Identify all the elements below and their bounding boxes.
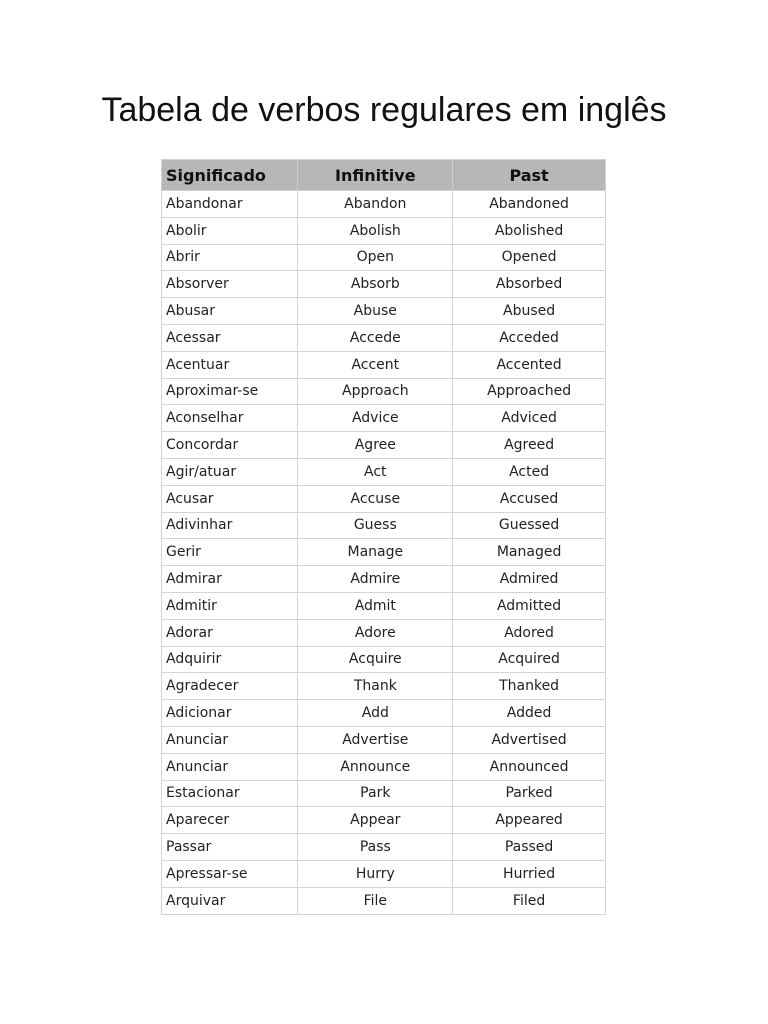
cell-infinitive: Absorb	[298, 271, 453, 298]
cell-significado: Aconselhar	[162, 405, 298, 432]
cell-past: Parked	[453, 780, 606, 807]
cell-infinitive: Adore	[298, 619, 453, 646]
cell-infinitive: Abolish	[298, 217, 453, 244]
cell-infinitive: Open	[298, 244, 453, 271]
cell-past: Managed	[453, 539, 606, 566]
cell-significado: Adivinhar	[162, 512, 298, 539]
table-row	[162, 646, 606, 673]
cell-past: Accused	[453, 485, 606, 512]
table-row	[162, 700, 606, 727]
cell-significado: Estacionar	[162, 780, 298, 807]
cell-infinitive: Accent	[298, 351, 453, 378]
cell-infinitive: Agree	[298, 432, 453, 459]
cell-significado: Concordar	[162, 432, 298, 459]
cell-significado: Passar	[162, 834, 298, 861]
table-row	[162, 217, 606, 244]
cell-past: Added	[453, 700, 606, 727]
column-header-past: Past	[453, 160, 606, 191]
cell-past: Accented	[453, 351, 606, 378]
cell-infinitive: Approach	[298, 378, 453, 405]
cell-past: Passed	[453, 834, 606, 861]
cell-past: Guessed	[453, 512, 606, 539]
cell-past: Thanked	[453, 673, 606, 700]
cell-significado: Anunciar	[162, 753, 298, 780]
cell-infinitive: Appear	[298, 807, 453, 834]
cell-past: Acceded	[453, 324, 606, 351]
cell-past: Admired	[453, 566, 606, 593]
table-row	[162, 458, 606, 485]
cell-significado: Aparecer	[162, 807, 298, 834]
cell-significado: Arquivar	[162, 887, 298, 914]
cell-significado: Abolir	[162, 217, 298, 244]
cell-significado: Anunciar	[162, 726, 298, 753]
cell-infinitive: Pass	[298, 834, 453, 861]
cell-infinitive: Hurry	[298, 860, 453, 887]
cell-infinitive: Act	[298, 458, 453, 485]
cell-significado: Acusar	[162, 485, 298, 512]
cell-infinitive: Admit	[298, 592, 453, 619]
cell-significado: Apressar-se	[162, 860, 298, 887]
table-row	[162, 860, 606, 887]
cell-significado: Adorar	[162, 619, 298, 646]
table-header-row	[162, 160, 606, 191]
table-row	[162, 780, 606, 807]
cell-infinitive: Advertise	[298, 726, 453, 753]
cell-past: Hurried	[453, 860, 606, 887]
cell-infinitive: Park	[298, 780, 453, 807]
table-row	[162, 405, 606, 432]
table-row	[162, 539, 606, 566]
cell-past: Appeared	[453, 807, 606, 834]
cell-infinitive: Accede	[298, 324, 453, 351]
cell-significado: Abusar	[162, 298, 298, 325]
cell-significado: Agradecer	[162, 673, 298, 700]
cell-significado: Adquirir	[162, 646, 298, 673]
table-row	[162, 432, 606, 459]
column-header-infinitive: Infinitive	[298, 160, 453, 191]
cell-significado: Gerir	[162, 539, 298, 566]
cell-infinitive: Announce	[298, 753, 453, 780]
cell-infinitive: Advice	[298, 405, 453, 432]
cell-significado: Acentuar	[162, 351, 298, 378]
table-row	[162, 512, 606, 539]
cell-significado: Abandonar	[162, 191, 298, 218]
verb-table	[161, 159, 606, 915]
table-row	[162, 324, 606, 351]
cell-past: Adored	[453, 619, 606, 646]
table-row	[162, 378, 606, 405]
table-row	[162, 298, 606, 325]
cell-infinitive: Add	[298, 700, 453, 727]
cell-past: Admitted	[453, 592, 606, 619]
cell-significado: Admirar	[162, 566, 298, 593]
cell-past: Agreed	[453, 432, 606, 459]
cell-past: Announced	[453, 753, 606, 780]
cell-infinitive: Abuse	[298, 298, 453, 325]
cell-infinitive: Manage	[298, 539, 453, 566]
cell-significado: Admitir	[162, 592, 298, 619]
cell-past: Acted	[453, 458, 606, 485]
cell-past: Adviced	[453, 405, 606, 432]
table-row	[162, 566, 606, 593]
cell-significado: Abrir	[162, 244, 298, 271]
table-row	[162, 271, 606, 298]
table-row	[162, 753, 606, 780]
table-row	[162, 726, 606, 753]
cell-infinitive: Accuse	[298, 485, 453, 512]
cell-significado: Absorver	[162, 271, 298, 298]
table-row	[162, 191, 606, 218]
cell-past: Advertised	[453, 726, 606, 753]
table-row	[162, 351, 606, 378]
table-row	[162, 619, 606, 646]
cell-infinitive: Acquire	[298, 646, 453, 673]
table-row	[162, 887, 606, 914]
cell-past: Abused	[453, 298, 606, 325]
cell-infinitive: Admire	[298, 566, 453, 593]
table-body	[162, 191, 606, 915]
table-row	[162, 485, 606, 512]
cell-infinitive: File	[298, 887, 453, 914]
cell-infinitive: Abandon	[298, 191, 453, 218]
column-header-significado: Significado	[162, 160, 298, 191]
cell-significado: Agir/atuar	[162, 458, 298, 485]
table-row	[162, 834, 606, 861]
cell-infinitive: Guess	[298, 512, 453, 539]
cell-significado: Adicionar	[162, 700, 298, 727]
cell-past: Abolished	[453, 217, 606, 244]
table-row	[162, 807, 606, 834]
table-row	[162, 673, 606, 700]
cell-significado: Acessar	[162, 324, 298, 351]
table-row	[162, 244, 606, 271]
cell-past: Approached	[453, 378, 606, 405]
cell-past: Acquired	[453, 646, 606, 673]
cell-past: Filed	[453, 887, 606, 914]
cell-past: Absorbed	[453, 271, 606, 298]
cell-infinitive: Thank	[298, 673, 453, 700]
cell-significado: Aproximar-se	[162, 378, 298, 405]
table-row	[162, 592, 606, 619]
cell-past: Opened	[453, 244, 606, 271]
page-title: Tabela de verbos regulares em inglês	[101, 91, 667, 129]
cell-past: Abandoned	[453, 191, 606, 218]
